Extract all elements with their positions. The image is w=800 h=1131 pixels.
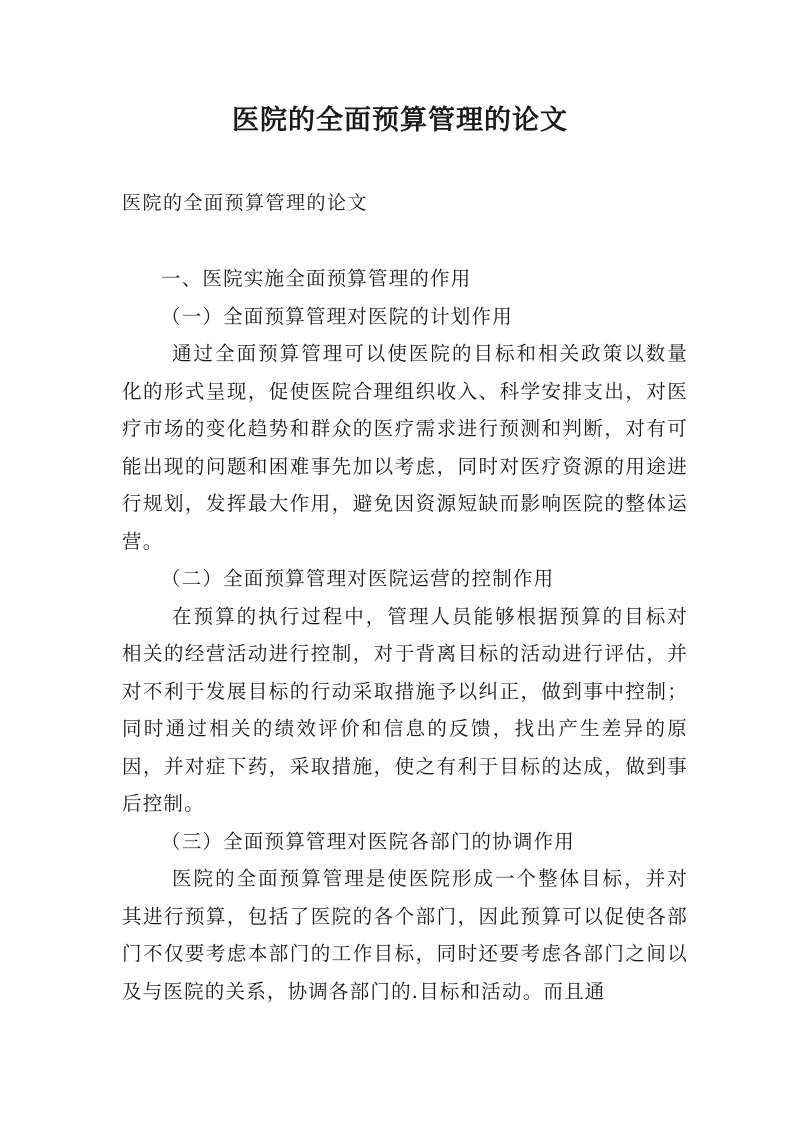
body-paragraph: 通过全面预算管理可以使医院的目标和相关政策以数量化的形式呈现，促使医院合理组织收入、科学安排支出，对医疗市场的变化趋势和群众的医疗需求进行预测和判断，对有可能出现的问题和困难事先加以考虑，同时对医疗资源的用途进行规划，发挥最大作用，避免因资源短缺而影响医院的整体运营。 [122, 342, 688, 553]
subsection-heading: （一）全面预算管理对医院的计划作用 [161, 304, 513, 328]
subsection-heading: （三）全面预算管理对医院各部门的协调作用 [161, 829, 576, 853]
body-paragraph: 医院的全面预算管理是使医院形成一个整体目标，并对其进行预算，包括了医院的各个部门，因此预算可以促使各部门不仅要考虑本部门的工作目标，同时还要考虑各部门之间以及与医院的关系，协调各部门的.目标和活动。而且通 [122, 867, 688, 1003]
document-body [122, 260, 688, 1010]
body-paragraph: 在预算的执行过程中，管理人员能够根据预算的目标对相关的经营活动进行控制，对于背离目标的活动进行评估，并对不利于发展目标的行动采取措施予以纠正，做到事中控制；同时通过相关的绩效评价和信息的反馈，找出产生差异的原因，并对症下药，采取措施，使之有利于目标的达成，做到事后控制。 [122, 604, 688, 815]
subsection-heading: （二）全面预算管理对医院运营的控制作用 [161, 567, 555, 590]
document-title: 医院的全面预算管理的论文 [232, 105, 568, 136]
section-heading: 一、医院实施全面预算管理的作用 [161, 267, 472, 290]
document-subtitle: 医院的全面预算管理的论文 [122, 192, 369, 214]
